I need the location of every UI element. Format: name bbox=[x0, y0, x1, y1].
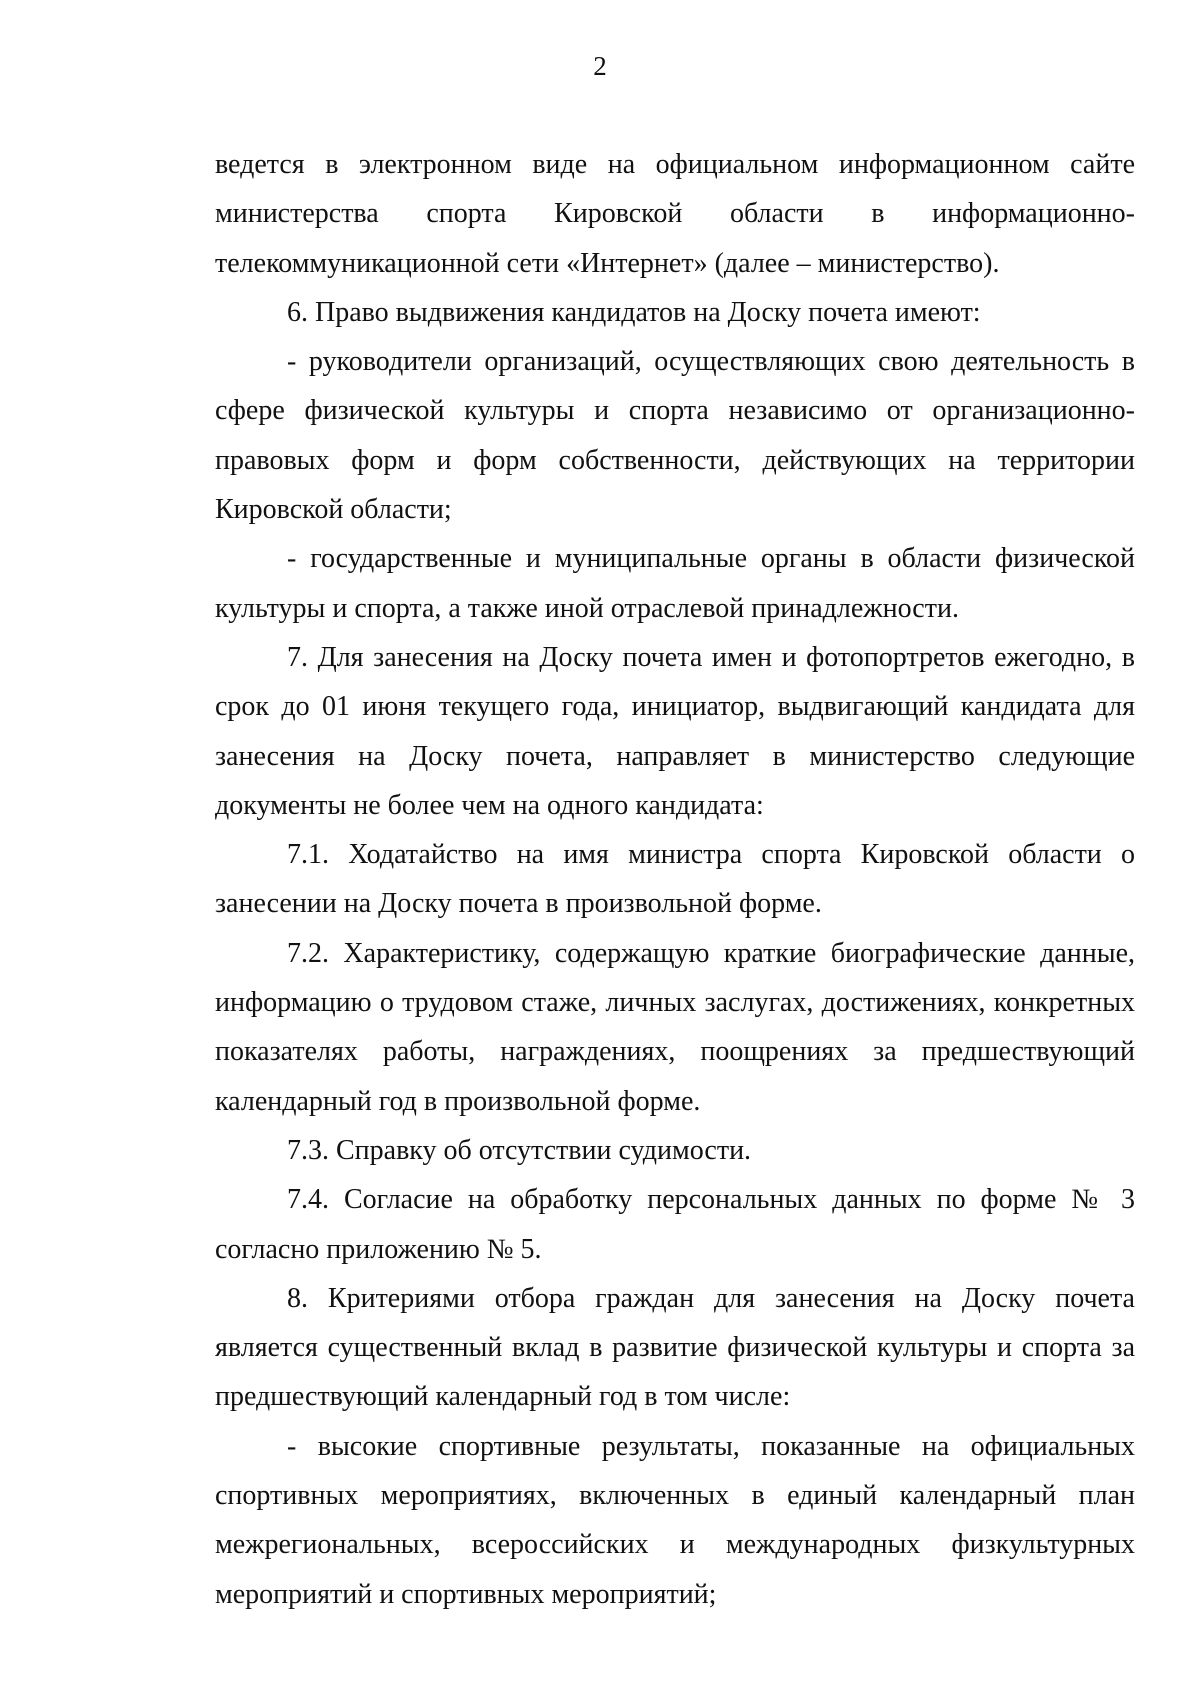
paragraph-item-7-4: 7.4. Согласие на обработку персональных данных по форме № 3 согласно приложению № 5. bbox=[215, 1184, 1135, 1265]
paragraph-item-6: 6. Право выдвижения кандидатов на Доску почета имеют: bbox=[287, 296, 981, 328]
paragraph-bullet-sport-results: - высокие спортивные результаты, показанные на официальных спортивных мероприятиях, включенных в единый календарный план межрегиональных, всероссийских и международных физкультурных мероприятий и спортивных мероприятий; bbox=[215, 1430, 1135, 1610]
paragraph-bullet-state-bodies: - государственные и муниципальные органы в области физической культуры и спорта, а также иной отраслевой принадлежности. bbox=[215, 543, 1135, 624]
paragraph-item-7-1: 7.1. Ходатайство на имя министра спорта Кировской области о занесении на Доску почета в произвольной форме. bbox=[215, 839, 1135, 920]
paragraph-continuation: ведется в электронном виде на официальном информационном сайте министерства спорта Кировской области в информационно-телекоммуникационной сети «Интернет» (далее – министерство). bbox=[215, 149, 1135, 279]
paragraph-item-7-3: 7.3. Справку об отсутствии судимости. bbox=[287, 1134, 752, 1166]
document-body bbox=[215, 140, 1135, 1619]
paragraph-item-7-2: 7.2. Характеристику, содержащую краткие биографические данные, информацию о трудовом стаже, личных заслугах, достижениях, конкретных показателях работы, награждениях, поощрениях за предшествующий календарный год в произвольной форме. bbox=[215, 937, 1135, 1117]
paragraph-item-7: 7. Для занесения на Доску почета имен и фотопортретов ежегодно, в срок до 01 июня текущего года, инициатор, выдвигающий кандидата для занесения на Доску почета, направляет в министерство следующие документы не более чем на одного кандидата: bbox=[215, 641, 1135, 821]
paragraph-item-8: 8. Критериями отбора граждан для занесения на Доску почета является существенный вклад в развитие физической культуры и спорта за предшествующий календарный год в том числе: bbox=[215, 1282, 1135, 1413]
page-number: 2 bbox=[593, 51, 607, 81]
paragraph-bullet-organizations: - руководители организаций, осуществляющих свою деятельность в сфере физической культуры и спорта независимо от организационно-правовых форм и форм собственности, действующих на территории Кировской области; bbox=[215, 346, 1135, 526]
